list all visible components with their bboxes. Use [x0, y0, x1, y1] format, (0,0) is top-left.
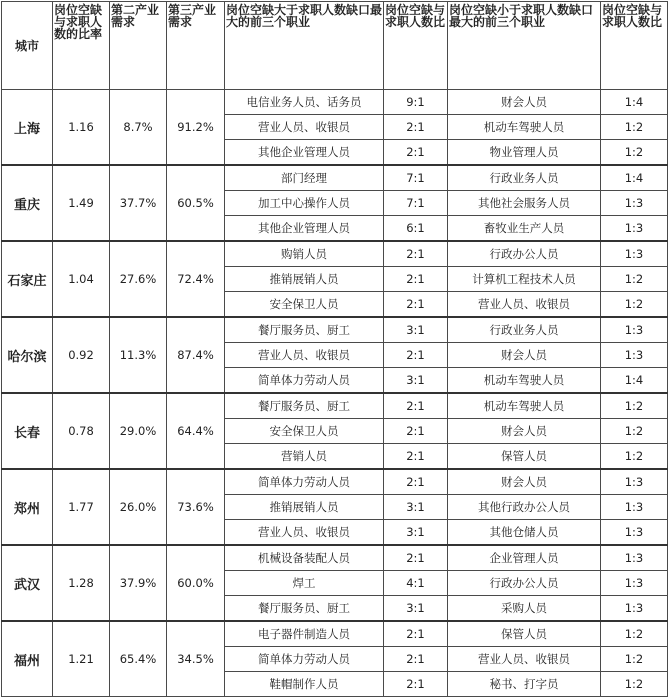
surplus-job: 保管人员: [448, 621, 601, 647]
shortage-job: 电子器件制造人员: [225, 621, 384, 647]
table-row: [2, 90, 668, 115]
shortage-job: 推销展销人员: [225, 495, 384, 520]
tertiary-demand: 72.4%: [167, 241, 225, 317]
shortage-ratio: 3:1: [384, 596, 448, 622]
surplus-ratio: 1:3: [601, 216, 668, 242]
shortage-job: 鞋帽制作人员: [225, 672, 384, 697]
city-name: 石家庄: [2, 241, 53, 317]
surplus-ratio: 1:3: [601, 495, 668, 520]
surplus-job: 财会人员: [448, 90, 601, 115]
surplus-job: 计算机工程技术人员: [448, 267, 601, 292]
shortage-job: 营业人员、收银员: [225, 343, 384, 368]
tertiary-demand: 87.4%: [167, 317, 225, 393]
surplus-ratio: 1:2: [601, 444, 668, 470]
header-row: [2, 2, 668, 90]
city-ratio: 1.49: [53, 165, 110, 241]
shortage-job: 焊工: [225, 571, 384, 596]
surplus-ratio: 1:2: [601, 621, 668, 647]
shortage-job: 营销人员: [225, 444, 384, 470]
shortage-ratio: 2:1: [384, 444, 448, 470]
surplus-ratio: 1:2: [601, 292, 668, 318]
secondary-demand: 11.3%: [110, 317, 167, 393]
shortage-job: 推销展销人员: [225, 267, 384, 292]
table-row: [2, 393, 668, 419]
shortage-job: 机械设备装配人员: [225, 545, 384, 571]
surplus-ratio: 1:3: [601, 596, 668, 622]
shortage-ratio: 9:1: [384, 90, 448, 115]
city-name: 上海: [2, 90, 53, 166]
table-row: [2, 241, 668, 267]
shortage-ratio: 2:1: [384, 267, 448, 292]
surplus-ratio: 1:4: [601, 90, 668, 115]
header-secondary: 第二产业需求: [110, 2, 167, 90]
shortage-ratio: 4:1: [384, 571, 448, 596]
header-shortage-ratio: 岗位空缺与求职人数比: [384, 2, 448, 90]
header-city: 城市: [2, 2, 53, 90]
surplus-job: 机动车驾驶人员: [448, 393, 601, 419]
surplus-job: 秘书、打字员: [448, 672, 601, 697]
surplus-ratio: 1:3: [601, 191, 668, 216]
surplus-job: 机动车驾驶人员: [448, 368, 601, 394]
surplus-job: 财会人员: [448, 419, 601, 444]
shortage-ratio: 7:1: [384, 165, 448, 191]
shortage-ratio: 2:1: [384, 469, 448, 495]
shortage-job: 营业人员、收银员: [225, 115, 384, 140]
surplus-ratio: 1:2: [601, 115, 668, 140]
shortage-job: 部门经理: [225, 165, 384, 191]
surplus-ratio: 1:3: [601, 571, 668, 596]
shortage-job: 简单体力劳动人员: [225, 647, 384, 672]
shortage-ratio: 2:1: [384, 621, 448, 647]
surplus-job: 其他社会服务人员: [448, 191, 601, 216]
shortage-job: 营业人员、收银员: [225, 520, 384, 546]
job-vacancy-table: [1, 1, 668, 697]
secondary-demand: 8.7%: [110, 90, 167, 166]
shortage-job: 安全保卫人员: [225, 419, 384, 444]
surplus-job: 行政业务人员: [448, 165, 601, 191]
city-ratio: 1.04: [53, 241, 110, 317]
shortage-ratio: 3:1: [384, 495, 448, 520]
surplus-ratio: 1:4: [601, 368, 668, 394]
shortage-job: 其他企业管理人员: [225, 216, 384, 242]
shortage-job: 餐厅服务员、厨工: [225, 317, 384, 343]
header-surplus-ratio: 岗位空缺与求职人数比: [601, 2, 668, 90]
surplus-job: 财会人员: [448, 469, 601, 495]
city-ratio: 1.77: [53, 469, 110, 545]
surplus-ratio: 1:2: [601, 419, 668, 444]
shortage-job: 安全保卫人员: [225, 292, 384, 318]
shortage-ratio: 3:1: [384, 317, 448, 343]
shortage-ratio: 2:1: [384, 545, 448, 571]
surplus-ratio: 1:2: [601, 647, 668, 672]
surplus-ratio: 1:4: [601, 165, 668, 191]
surplus-job: 保管人员: [448, 444, 601, 470]
surplus-ratio: 1:3: [601, 545, 668, 571]
table-row: [2, 545, 668, 571]
tertiary-demand: 91.2%: [167, 90, 225, 166]
surplus-job: 营业人员、收银员: [448, 292, 601, 318]
city-ratio: 1.28: [53, 545, 110, 621]
shortage-ratio: 2:1: [384, 343, 448, 368]
shortage-ratio: 2:1: [384, 672, 448, 697]
secondary-demand: 27.6%: [110, 241, 167, 317]
surplus-job: 行政业务人员: [448, 317, 601, 343]
secondary-demand: 65.4%: [110, 621, 167, 697]
city-name: 郑州: [2, 469, 53, 545]
surplus-ratio: 1:2: [601, 267, 668, 292]
table-row: [2, 469, 668, 495]
surplus-job: 行政办公人员: [448, 571, 601, 596]
secondary-demand: 37.9%: [110, 545, 167, 621]
surplus-job: 物业管理人员: [448, 140, 601, 166]
tertiary-demand: 73.6%: [167, 469, 225, 545]
surplus-ratio: 1:3: [601, 317, 668, 343]
tertiary-demand: 34.5%: [167, 621, 225, 697]
table-body: [2, 90, 668, 697]
tertiary-demand: 64.4%: [167, 393, 225, 469]
surplus-job: 采购人员: [448, 596, 601, 622]
shortage-ratio: 2:1: [384, 419, 448, 444]
city-name: 长春: [2, 393, 53, 469]
surplus-job: 其他仓储人员: [448, 520, 601, 546]
surplus-ratio: 1:3: [601, 343, 668, 368]
shortage-job: 简单体力劳动人员: [225, 368, 384, 394]
city-name: 哈尔滨: [2, 317, 53, 393]
shortage-ratio: 2:1: [384, 241, 448, 267]
shortage-ratio: 3:1: [384, 368, 448, 394]
table-row: [2, 317, 668, 343]
city-name: 福州: [2, 621, 53, 697]
city-name: 武汉: [2, 545, 53, 621]
surplus-ratio: 1:3: [601, 520, 668, 546]
header-shortage-jobs: 岗位空缺大于求职人数缺口最大的前三个职业: [225, 2, 384, 90]
city-ratio: 0.92: [53, 317, 110, 393]
secondary-demand: 37.7%: [110, 165, 167, 241]
city-name: 重庆: [2, 165, 53, 241]
header-tertiary: 第三产业需求: [167, 2, 225, 90]
shortage-ratio: 2:1: [384, 115, 448, 140]
table-row: [2, 165, 668, 191]
shortage-ratio: 6:1: [384, 216, 448, 242]
tertiary-demand: 60.0%: [167, 545, 225, 621]
shortage-ratio: 7:1: [384, 191, 448, 216]
surplus-ratio: 1:2: [601, 393, 668, 419]
tertiary-demand: 60.5%: [167, 165, 225, 241]
header-surplus-jobs: 岗位空缺小于求职人数缺口最大的前三个职业: [448, 2, 601, 90]
surplus-job: 企业管理人员: [448, 545, 601, 571]
shortage-ratio: 2:1: [384, 292, 448, 318]
city-ratio: 1.16: [53, 90, 110, 166]
header-ratio: 岗位空缺与求职人数的比率: [53, 2, 110, 90]
shortage-job: 加工中心操作人员: [225, 191, 384, 216]
surplus-job: 畜牧业生产人员: [448, 216, 601, 242]
table-row: [2, 621, 668, 647]
surplus-job: 其他行政办公人员: [448, 495, 601, 520]
surplus-job: 机动车驾驶人员: [448, 115, 601, 140]
shortage-ratio: 3:1: [384, 520, 448, 546]
shortage-ratio: 2:1: [384, 647, 448, 672]
surplus-job: 营业人员、收银员: [448, 647, 601, 672]
surplus-job: 财会人员: [448, 343, 601, 368]
shortage-job: 简单体力劳动人员: [225, 469, 384, 495]
shortage-ratio: 2:1: [384, 140, 448, 166]
shortage-ratio: 2:1: [384, 393, 448, 419]
surplus-ratio: 1:2: [601, 672, 668, 697]
surplus-ratio: 1:3: [601, 469, 668, 495]
city-ratio: 0.78: [53, 393, 110, 469]
shortage-job: 其他企业管理人员: [225, 140, 384, 166]
surplus-ratio: 1:2: [601, 140, 668, 166]
shortage-job: 购销人员: [225, 241, 384, 267]
surplus-ratio: 1:3: [601, 241, 668, 267]
secondary-demand: 26.0%: [110, 469, 167, 545]
secondary-demand: 29.0%: [110, 393, 167, 469]
city-ratio: 1.21: [53, 621, 110, 697]
surplus-job: 行政办公人员: [448, 241, 601, 267]
shortage-job: 电信业务人员、话务员: [225, 90, 384, 115]
shortage-job: 餐厅服务员、厨工: [225, 393, 384, 419]
shortage-job: 餐厅服务员、厨工: [225, 596, 384, 622]
